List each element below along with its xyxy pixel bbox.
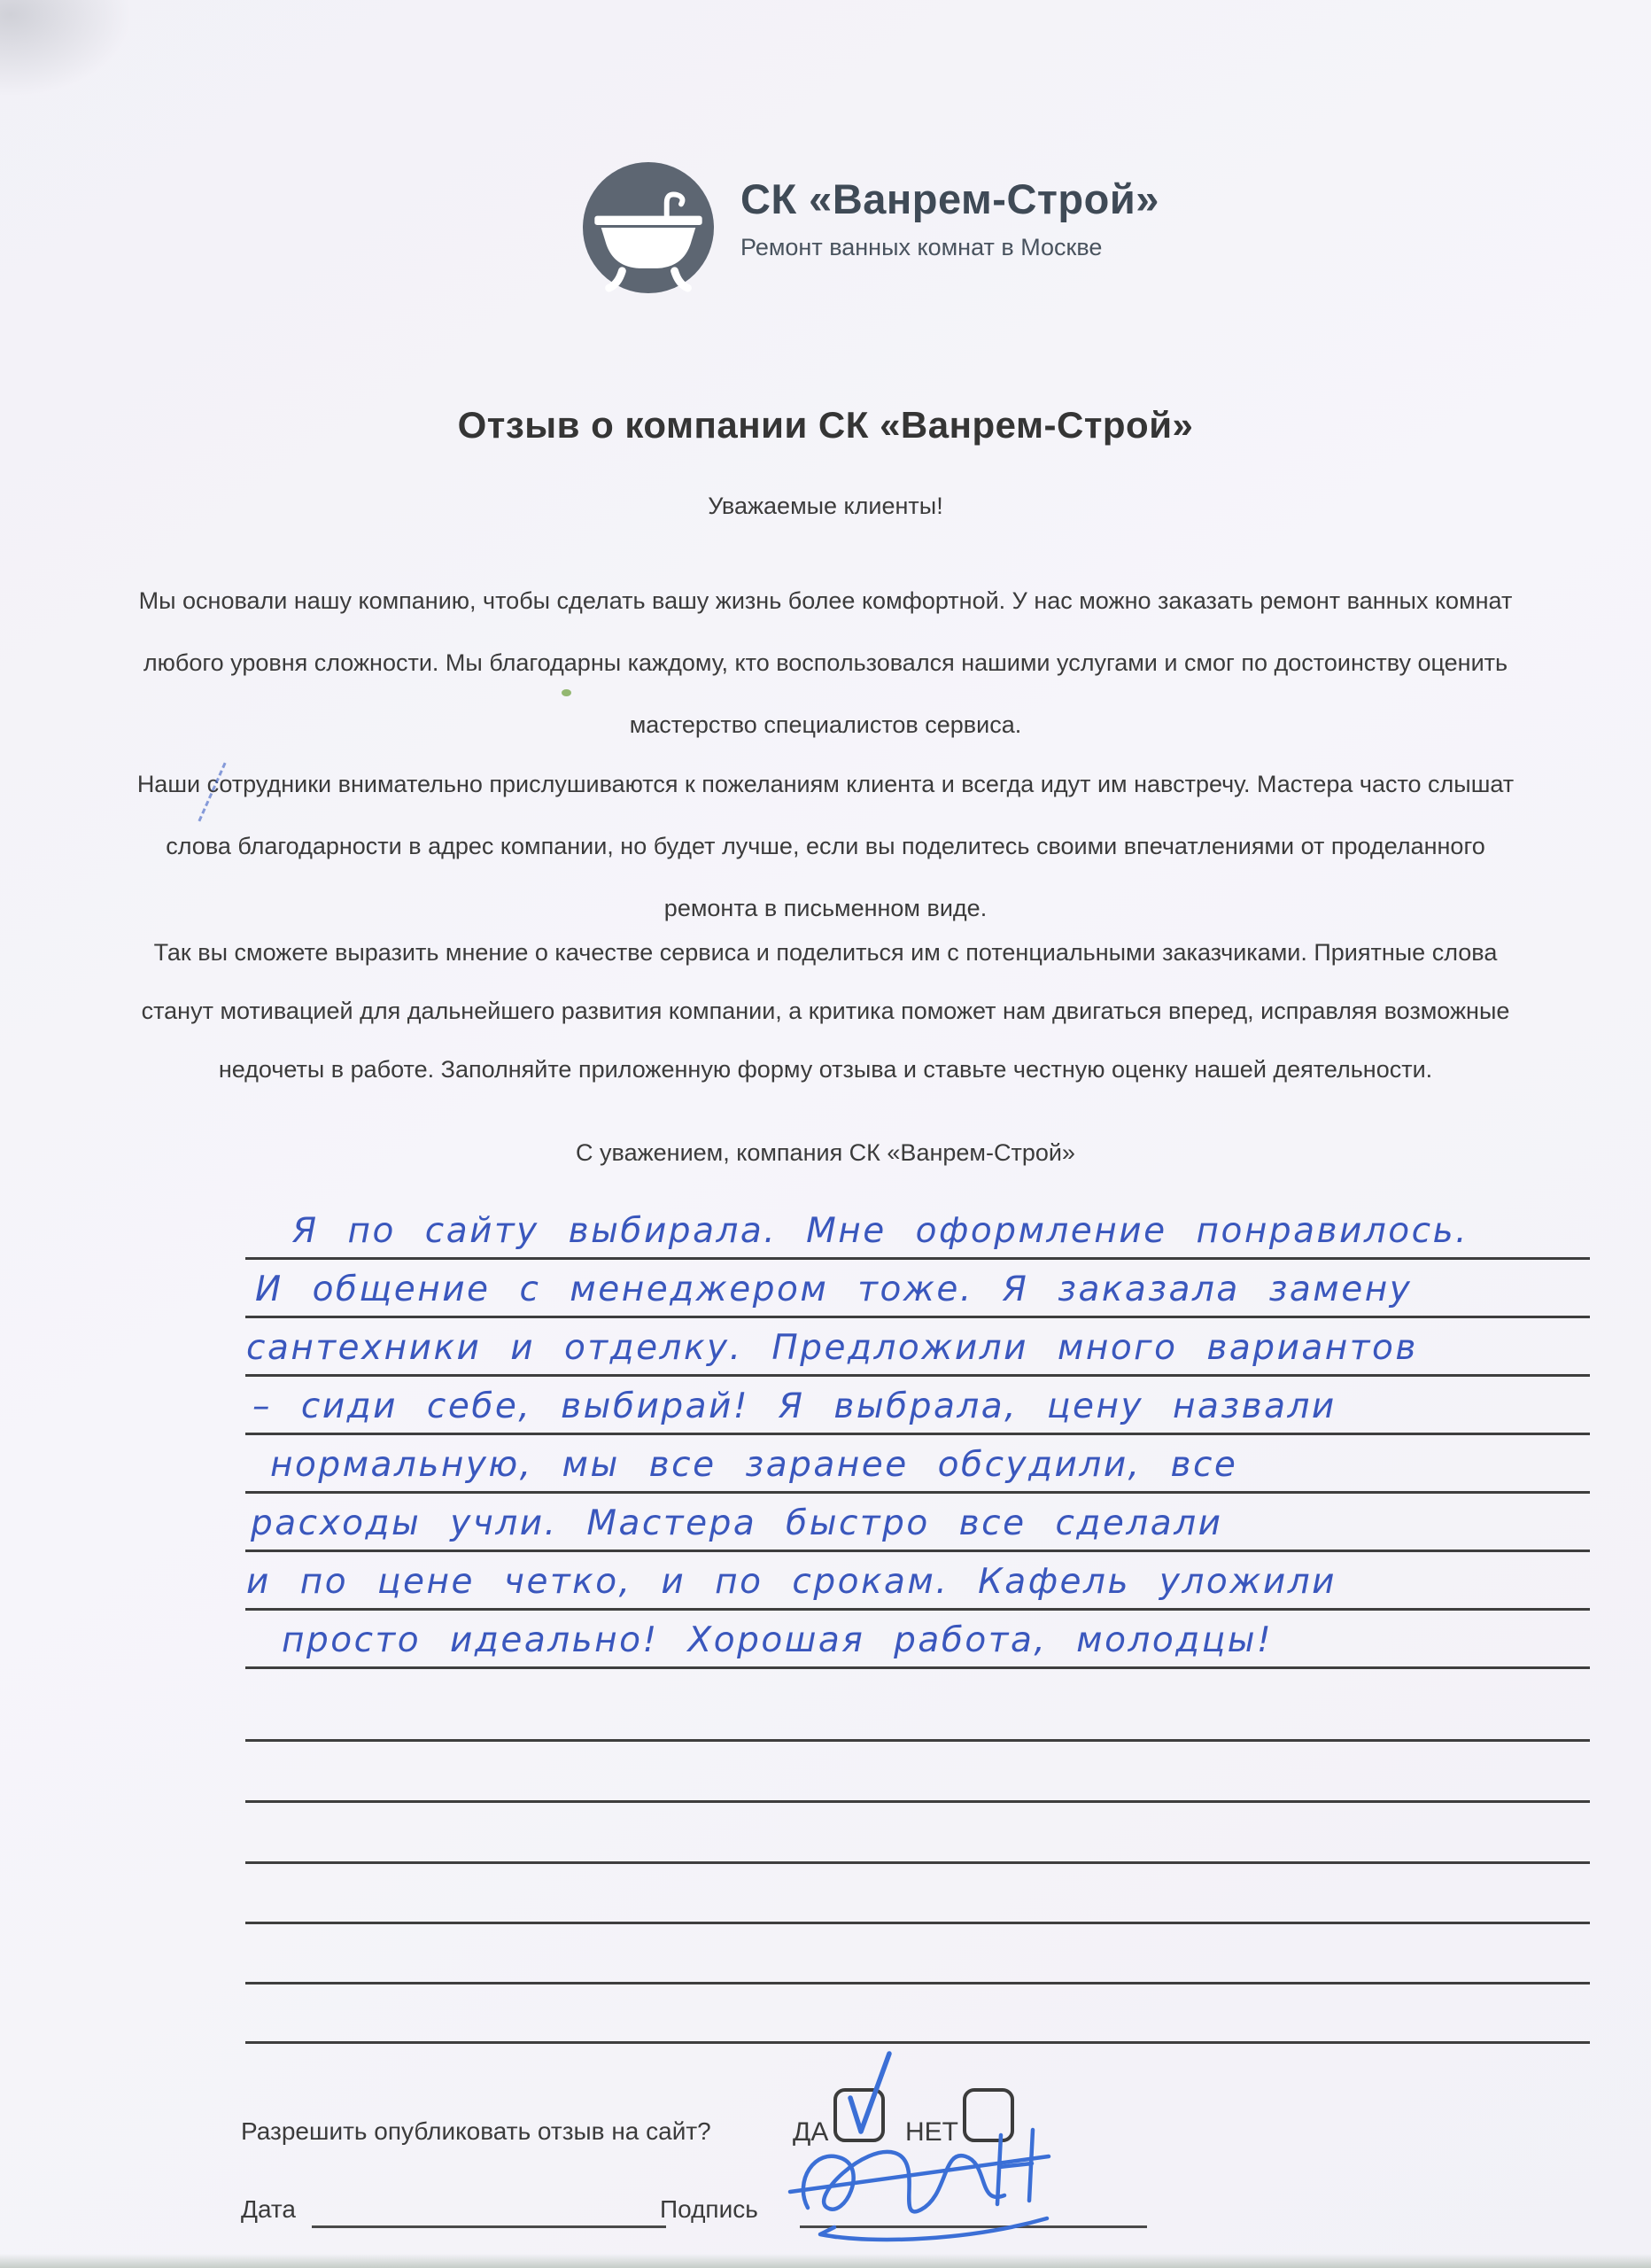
review-rule-line[interactable] — [245, 1608, 1590, 1611]
review-rule-line[interactable] — [245, 1433, 1590, 1435]
company-logo — [583, 162, 714, 293]
publish-question-label: Разрешить опубликовать отзыв на сайт? — [241, 2117, 711, 2145]
review-rule-line[interactable] — [245, 1257, 1590, 1260]
bathtub-icon — [583, 282, 714, 297]
company-header — [583, 162, 1159, 293]
greeting-line: Уважаемые клиенты! — [708, 493, 943, 519]
review-rule-line[interactable] — [245, 1922, 1590, 1924]
handwritten-review-line: – сиди себе, выбирай! Я выбрала, цену назвали — [252, 1386, 1337, 1426]
yes-option-label: ДА — [793, 2117, 829, 2147]
company-tagline: Ремонт ванных комнат в Москве — [740, 234, 1103, 260]
review-rule-line[interactable] — [245, 1739, 1590, 1742]
company-title-block — [740, 162, 1159, 261]
review-rule-line[interactable] — [245, 1316, 1590, 1318]
date-input-line[interactable] — [312, 2225, 666, 2228]
review-rule-line[interactable] — [245, 1374, 1590, 1377]
handwritten-review-line: расходы учли. Мастера быстро все сделали — [251, 1503, 1223, 1543]
handwritten-review-line: просто идеально! Хорошая работа, молодцы! — [282, 1620, 1274, 1660]
review-rule-line[interactable] — [245, 2041, 1590, 2044]
review-rule-line[interactable] — [245, 1550, 1590, 1552]
letter-paragraph: Так вы сможете выразить мнение о качестве сервиса и поделиться им с потенциальными заказчиками. Приятные слова станут мотивацией для дальнейшего развития компании, а критика поможет нам двигаться вперед, исправляя возможные недочеты в работе. Заполняйте приложенную форму отзыва и ставьте честную оценку нашей деятельности. — [141, 939, 1510, 1083]
scan-corner-shadow — [0, 0, 133, 97]
review-rule-line[interactable] — [245, 1800, 1590, 1803]
handwritten-review-line: И общение с менеджером тоже. Я заказала замену — [255, 1270, 1413, 1309]
company-name: СК «Ванрем-Строй» — [740, 175, 1159, 222]
review-rule-line[interactable] — [245, 1861, 1590, 1864]
signoff-line: С уважением, компания СК «Ванрем-Строй» — [576, 1139, 1075, 1166]
signature-label: Подпись — [660, 2195, 758, 2223]
letter-paragraph: Мы основали нашу компанию, чтобы сделать вашу жизнь более комфортной. У нас можно заказать ремонт ванных комнат любого уровня сложности. Мы благодарны каждому, кто воспользовался нашими услугами и смог по достоинству оценить мастерство специалистов сервиса. — [138, 587, 1513, 738]
document-title: Отзыв о компании СК «Ванрем-Строй» — [457, 404, 1194, 446]
handwritten-review-line: сантехники и отделку. Предложили много вариантов — [246, 1328, 1418, 1368]
scan-bottom-edge — [0, 2254, 1651, 2268]
letter-paragraph: Наши сотрудники внимательно прислушиваются к пожеланиям клиента и всегда идут им навстречу. Мастера часто слышат слова благодарности в адрес компании, но будет лучше, если вы поделитесь своими впечатлениями от проделанного ремонта в письменном виде. — [136, 771, 1515, 921]
review-rule-line[interactable] — [245, 1982, 1590, 1984]
signature-scribble — [778, 2119, 1079, 2261]
no-option-label: НЕТ — [905, 2117, 958, 2147]
handwritten-review-line: Я по сайту выбирала. Мне оформление понравилось. — [292, 1211, 1469, 1251]
date-label: Дата — [241, 2195, 297, 2223]
paper-speck — [562, 689, 571, 696]
handwritten-review-line: и по цене четко, и по срокам. Кафель уложили — [246, 1562, 1337, 1602]
handwritten-review-line: нормальную, мы все заранее обсудили, все — [270, 1445, 1238, 1485]
review-rule-line[interactable] — [245, 1491, 1590, 1494]
review-rule-line[interactable] — [245, 1666, 1590, 1669]
